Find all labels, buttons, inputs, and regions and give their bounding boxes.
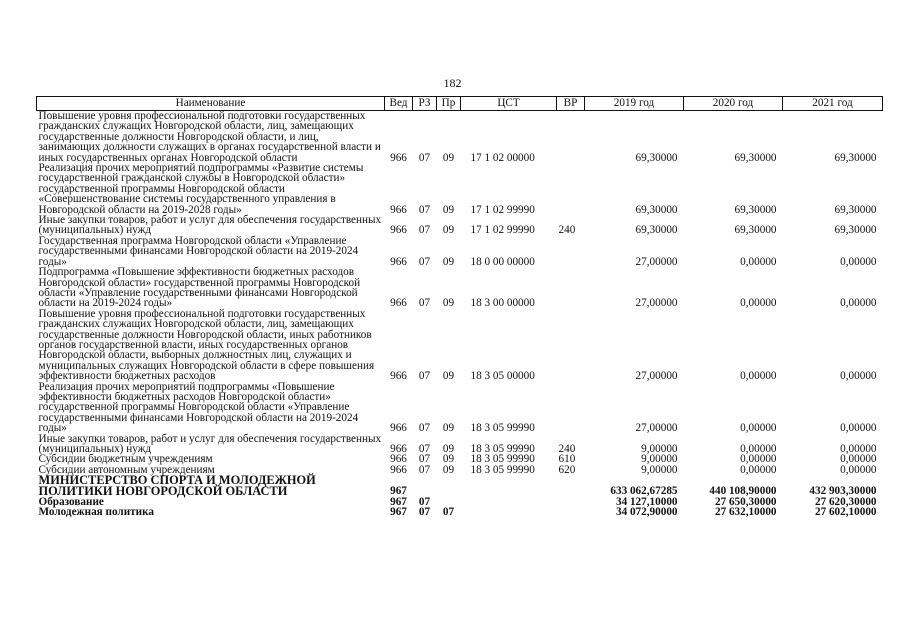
- row-2019: 27,00000: [635, 422, 678, 435]
- row-vr: [557, 309, 585, 382]
- row-rz: 07: [418, 370, 431, 383]
- row-name: Образование: [38, 495, 104, 508]
- row-2021: 0,00000: [840, 463, 877, 476]
- row-cst: 18 3 05 00000: [470, 370, 535, 383]
- row-cst: 18 0 00 00000: [470, 255, 535, 268]
- row-cst: 18 3 05 99990: [470, 463, 535, 476]
- row-rz: 07: [418, 453, 431, 466]
- row-2019: 633 062,67285: [610, 485, 678, 498]
- header-2021: 2021 год: [783, 97, 883, 111]
- row-2021: 69,30000: [834, 203, 877, 216]
- table-row-subsection: [37, 507, 883, 517]
- row-rz: 07: [418, 506, 431, 519]
- row-pr: 09: [442, 224, 455, 237]
- row-ved: 966: [390, 422, 407, 435]
- row-2021: 0,00000: [840, 422, 877, 435]
- header-pr: Пр: [437, 97, 461, 111]
- row-cst: 17 1 02 00000: [470, 151, 535, 164]
- page-number: 182: [443, 76, 462, 90]
- table-row: [37, 382, 883, 434]
- row-rz: 07: [418, 443, 431, 455]
- table-row: [37, 309, 883, 382]
- row-name: Подпрограмма «Повышение эффективности бюджетных расходов Новгородской области» государственной программы Новгородской области «Управление государственными финансами Новгородской области на 2019-2024 годы»: [38, 266, 361, 310]
- row-2021: 0,00000: [840, 255, 877, 268]
- row-vr: 240: [558, 224, 576, 237]
- table-row: [37, 236, 883, 267]
- row-cst: 18 3 00 00000: [470, 297, 535, 310]
- row-name: МИНИСТЕРСТВО СПОРТА И МОЛОДЕЖНОЙ ПОЛИТИКИ НОВГОРОДСКОЙ ОБЛАСТИ: [38, 473, 316, 499]
- row-2021: 0,00000: [840, 443, 877, 455]
- row-name: Реализация прочих мероприятий подпрограммы «Развитие системы государственной гражданской службы в Новгородской области» государственной программы Новгородской области «Совершенствование системы государственного управления в Новгородской области на 2019-2028 годы»: [38, 162, 364, 216]
- row-2020: 0,00000: [740, 443, 777, 455]
- row-ved: 966: [390, 453, 407, 466]
- row-2021: 0,00000: [840, 453, 877, 466]
- row-2019: 27,00000: [635, 255, 678, 268]
- row-pr: 07: [442, 506, 455, 519]
- row-2020: 0,00000: [740, 297, 777, 310]
- row-2021: 69,30000: [834, 224, 877, 237]
- row-name: Реализация прочих мероприятий подпрограммы «Повышение эффективности бюджетных расходов Новгородской области» государственной программы Новгородской области «Управление государственными финансами Новгородской области на 2019-2024 годы»: [38, 380, 359, 435]
- table-row: [37, 111, 883, 164]
- row-vr: 610: [558, 453, 576, 466]
- row-vr: [557, 236, 585, 267]
- row-cst: [461, 497, 557, 507]
- row-2019: 9,00000: [641, 463, 678, 476]
- row-ved: 966: [390, 297, 407, 310]
- row-cst: [461, 507, 557, 517]
- row-2019: 34 127,10000: [615, 495, 678, 508]
- row-pr: 09: [442, 422, 455, 435]
- header-rz: РЗ: [413, 97, 437, 111]
- row-name: Государственная программа Новгородской области «Управление государственными финансами Новгородской области на 2019-2024 годы»: [38, 234, 359, 268]
- row-2021: 0,00000: [840, 297, 877, 310]
- table-row-ministry: [37, 475, 883, 497]
- header-2019: 2019 год: [585, 97, 684, 111]
- table-row: [37, 434, 883, 455]
- row-ved: 967: [390, 485, 407, 498]
- header-vr: ВР: [557, 97, 585, 111]
- row-ved: 966: [390, 463, 407, 476]
- row-rz: [413, 475, 437, 497]
- row-pr: 09: [442, 255, 455, 268]
- row-vr: [557, 382, 585, 434]
- row-pr: 09: [442, 453, 455, 466]
- row-2020: 0,00000: [740, 453, 777, 466]
- row-2020: 69,30000: [734, 151, 777, 164]
- table-row: [37, 215, 883, 236]
- row-pr: 09: [442, 151, 455, 164]
- table-row: [37, 267, 883, 309]
- row-ved: 967: [390, 495, 407, 508]
- row-2020: 27 632,10000: [714, 506, 777, 519]
- row-2020: 0,00000: [740, 422, 777, 435]
- row-2021: 27 620,30000: [814, 495, 877, 508]
- row-pr: 09: [442, 370, 455, 383]
- row-cst: 18 3 05 99990: [470, 453, 535, 466]
- row-ved: 966: [390, 203, 407, 216]
- row-2021: 0,00000: [840, 370, 877, 383]
- row-2021: 432 903,30000: [809, 485, 877, 498]
- row-2019: 27,00000: [635, 297, 678, 310]
- row-2019: 27,00000: [635, 370, 678, 383]
- row-vr: [557, 163, 585, 215]
- row-2020: 0,00000: [740, 255, 777, 268]
- row-ved: 967: [390, 506, 407, 519]
- row-name: Молодежная политика: [38, 506, 154, 519]
- row-2019: 69,30000: [635, 151, 678, 164]
- row-cst: 17 1 02 99990: [470, 224, 535, 237]
- budget-table: [36, 96, 883, 518]
- row-name: Субсидии автономным учреждениям: [38, 463, 215, 476]
- row-rz: 07: [418, 463, 431, 476]
- row-name: Иные закупки товаров, работ и услуг для обеспечения государственных (муниципальных) нужд: [38, 432, 382, 455]
- row-cst: 18 3 05 99990: [470, 422, 535, 435]
- row-vr: [557, 111, 585, 164]
- row-2020: 0,00000: [740, 463, 777, 476]
- row-vr: [557, 497, 585, 507]
- row-2019: 69,30000: [635, 203, 678, 216]
- row-rz: 07: [418, 203, 431, 216]
- row-pr: 09: [442, 297, 455, 310]
- row-2020: 27 650,30000: [714, 495, 777, 508]
- row-pr: 09: [442, 443, 455, 455]
- row-ved: 966: [390, 224, 407, 237]
- row-2019: 9,00000: [641, 443, 678, 455]
- row-name: Повышение уровня профессиональной подготовки государственных гражданских служащих Новгородской области, лиц, замещающих государственные должности Новгородской области, и лиц, занимающих должности служащих в органах государственной власти и иных государственных органах Новгородской области: [38, 110, 381, 164]
- row-rz: 07: [418, 255, 431, 268]
- row-2020: 69,30000: [734, 203, 777, 216]
- table-row: [37, 163, 883, 215]
- row-vr: [557, 507, 585, 517]
- row-2021: 69,30000: [834, 151, 877, 164]
- row-pr: 09: [442, 203, 455, 216]
- row-rz: 07: [418, 224, 431, 237]
- row-ved: 966: [390, 255, 407, 268]
- row-pr: 09: [442, 463, 455, 476]
- row-rz: 07: [418, 297, 431, 310]
- row-2020: 440 108,90000: [709, 485, 777, 498]
- row-2019: 9,00000: [641, 453, 678, 466]
- row-vr: [557, 267, 585, 309]
- row-vr: [557, 475, 585, 497]
- row-2020: 0,00000: [740, 370, 777, 383]
- row-name: Повышение уровня профессиональной подготовки государственных гражданских служащих Новгородской области, лиц, замещающих государственные должности Новгородской области, иных работников органов государственной власти, иных государственных органов Новгородской области, выборных должностных лиц, служащих и муниципальных служащих Новгородской области в сфере повышения эффективности бюджетных расходов: [38, 307, 375, 383]
- row-2019: 69,30000: [635, 224, 678, 237]
- row-ved: 966: [390, 151, 407, 164]
- row-ved: 966: [390, 443, 407, 455]
- header-name: Наименование: [37, 97, 385, 111]
- row-name: Субсидии бюджетным учреждениям: [38, 453, 213, 466]
- row-rz: 07: [418, 422, 431, 435]
- row-pr: [437, 475, 461, 497]
- row-cst: 17 1 02 99990: [470, 203, 535, 216]
- row-cst: 18 3 05 99990: [470, 443, 535, 455]
- row-cst: [461, 475, 557, 497]
- row-2020: 69,30000: [734, 224, 777, 237]
- row-rz: 07: [418, 495, 431, 508]
- row-vr: 240: [558, 443, 576, 455]
- row-2021: 27 602,10000: [814, 506, 877, 519]
- row-rz: 07: [418, 151, 431, 164]
- row-ved: 966: [390, 370, 407, 383]
- header-ved: Вед: [385, 97, 413, 111]
- row-name: Иные закупки товаров, работ и услуг для обеспечения государственных (муниципальных) нужд: [38, 214, 382, 237]
- header-cst: ЦСТ: [461, 97, 557, 111]
- table-header-row: [37, 97, 883, 111]
- row-vr: 620: [558, 463, 576, 476]
- row-2019: 34 072,90000: [615, 506, 678, 519]
- header-2020: 2020 год: [684, 97, 783, 111]
